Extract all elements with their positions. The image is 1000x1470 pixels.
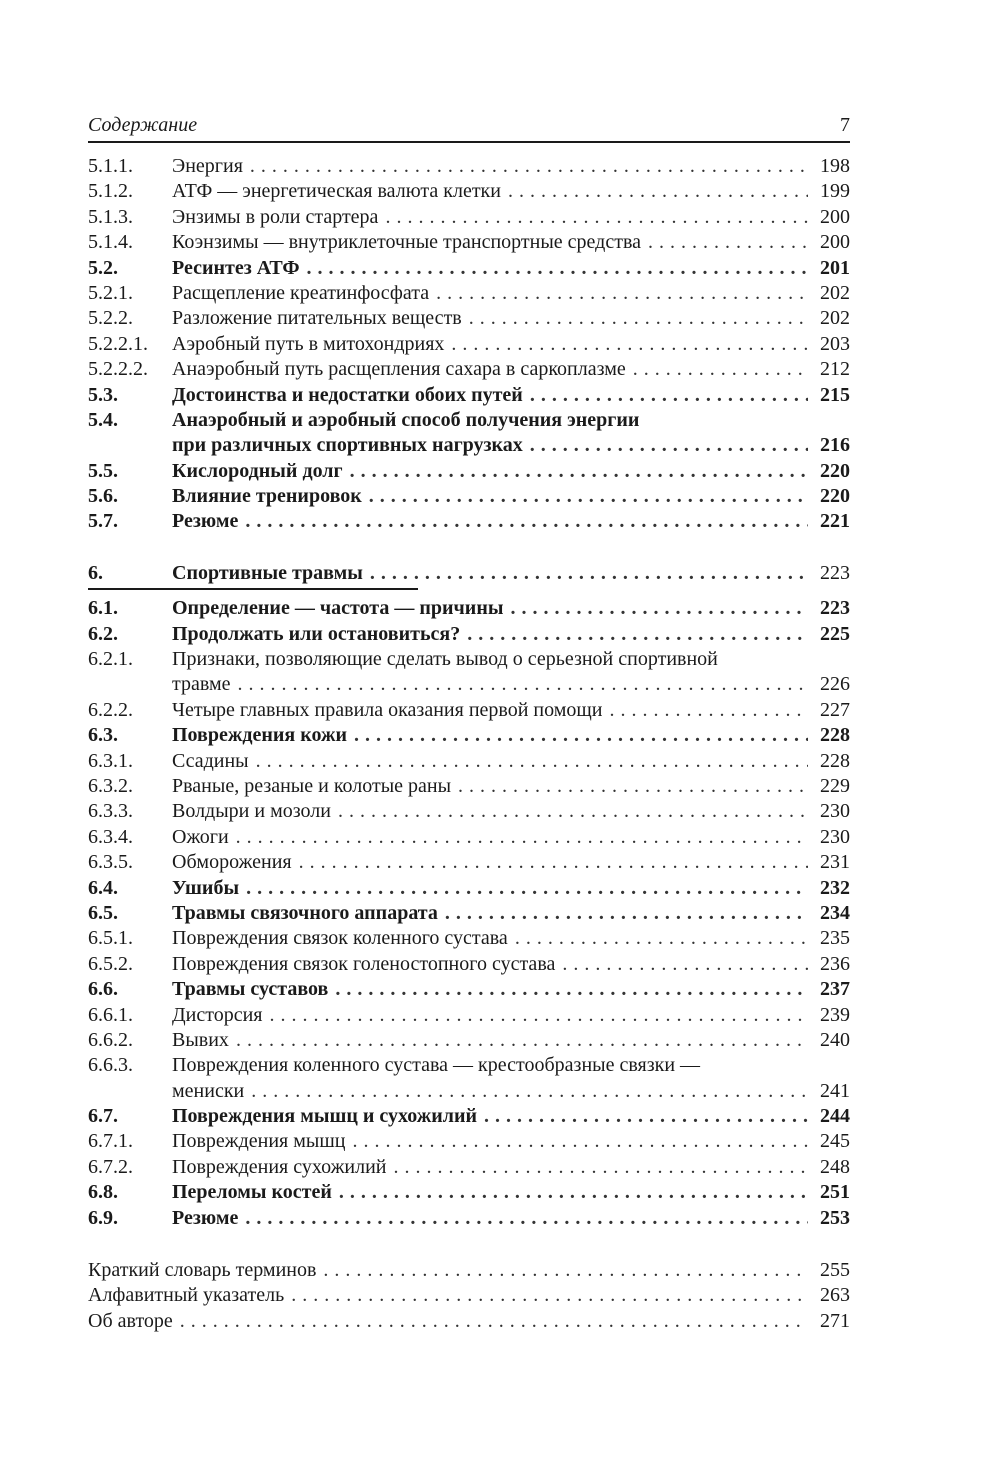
toc-entry xyxy=(88,596,850,621)
dot-leader xyxy=(385,205,808,230)
toc-entry-page: 240 xyxy=(820,1028,850,1051)
toc-entry-title: Дисторсия xyxy=(172,1003,263,1026)
dot-leader xyxy=(436,281,808,306)
toc-entry-title: Травмы суставов xyxy=(172,978,329,1001)
toc-entry-title: мениски xyxy=(172,1079,245,1102)
toc-entry-page: 235 xyxy=(820,927,850,950)
toc-entry-number: 5.4. xyxy=(88,408,118,431)
toc-entry xyxy=(88,749,850,774)
toc-entry-number: 5.7. xyxy=(88,510,118,533)
toc-entry xyxy=(88,876,850,901)
toc-entry-number: 6.2.2. xyxy=(88,698,133,721)
toc-entry-title: Повреждения кожи xyxy=(172,724,348,747)
toc-entry xyxy=(88,901,850,926)
toc-entry-number: 6.3.1. xyxy=(88,749,133,772)
dot-leader xyxy=(236,1028,808,1053)
dot-leader xyxy=(458,774,808,799)
toc-entry-page: 220 xyxy=(820,459,850,482)
toc-entry-number: 5.1.3. xyxy=(88,205,133,228)
chapter-heading-6 xyxy=(88,561,850,586)
toc-entry-page: 234 xyxy=(820,901,850,924)
toc-entry-title: Волдыри и мозоли xyxy=(172,800,331,823)
toc-entry-page: 228 xyxy=(820,724,850,747)
toc-entry-page: 241 xyxy=(820,1079,850,1102)
toc-entry-number: 6.6.1. xyxy=(88,1003,133,1026)
chapter-title: Спортивные травмы xyxy=(172,561,363,584)
toc-entry-title: травме xyxy=(172,673,231,696)
toc-entry-number: 6.6.2. xyxy=(88,1028,133,1051)
toc-entry-page: 200 xyxy=(820,231,850,254)
toc-entry-page: 230 xyxy=(820,825,850,848)
dot-leader xyxy=(352,1129,808,1154)
toc-entry xyxy=(88,825,850,850)
toc-entry xyxy=(88,484,850,509)
dot-leader xyxy=(370,561,808,586)
toc-entry-title: Ресинтез АТФ xyxy=(172,256,300,279)
toc-entry-page: 223 xyxy=(820,597,850,620)
dot-leader xyxy=(339,1180,808,1205)
toc-entry-title: Ушибы xyxy=(172,876,240,899)
toc-entry xyxy=(88,1309,850,1334)
dot-leader xyxy=(562,952,808,977)
page-number: 7 xyxy=(840,114,850,136)
toc-entry xyxy=(88,256,850,281)
running-header xyxy=(88,112,850,143)
toc-entry-number: 5.2.2. xyxy=(88,307,133,330)
toc-entry xyxy=(88,1180,850,1205)
toc-entry xyxy=(88,205,850,230)
toc-entry xyxy=(88,850,850,875)
toc-entry-page: 200 xyxy=(820,205,850,228)
toc-entry xyxy=(88,1003,850,1028)
toc-section-5 xyxy=(88,154,850,535)
toc-entry xyxy=(88,647,850,698)
dot-leader xyxy=(633,357,808,382)
toc-entry-title: АТФ — энергетическая валюта клетки xyxy=(172,180,501,203)
toc-entry-page: 253 xyxy=(820,1206,850,1229)
toc-entry-title: Анаэробный путь расщепления сахара в саркоплазме xyxy=(172,358,626,381)
dot-leader xyxy=(530,433,808,458)
toc-entry xyxy=(88,154,850,179)
toc-entry-page: 216 xyxy=(820,434,850,457)
toc-entry xyxy=(88,179,850,204)
toc-entry-title: Повреждения связок голеностопного сустава xyxy=(172,952,556,975)
toc-entry-title: Ссадины xyxy=(172,749,249,772)
toc-entry xyxy=(88,357,850,382)
toc-entry-title: Коэнзимы — внутриклеточные транспортные средства xyxy=(172,231,641,254)
toc-entry-number: 5.5. xyxy=(88,459,118,482)
dot-leader xyxy=(256,749,808,774)
toc-entry-page: 230 xyxy=(820,800,850,823)
dot-leader xyxy=(236,825,808,850)
dot-leader xyxy=(251,1079,808,1104)
toc-entry xyxy=(88,383,850,408)
toc-entry-number: 6.3. xyxy=(88,724,118,747)
toc-entry xyxy=(88,230,850,255)
toc-entry-title: Кислородный долг xyxy=(172,459,343,482)
toc-entry-number: 5.2.1. xyxy=(88,281,133,304)
toc-entry-page: 239 xyxy=(820,1003,850,1026)
dot-leader xyxy=(369,484,808,509)
dot-leader xyxy=(245,1206,808,1231)
toc-entry xyxy=(88,799,850,824)
toc-entry-page: 251 xyxy=(820,1181,850,1204)
dot-leader xyxy=(299,850,808,875)
toc-entry-title: Энергия xyxy=(172,155,243,177)
toc-entry-title: Ожоги xyxy=(172,825,229,848)
toc-entry-title: Переломы костей xyxy=(172,1181,332,1204)
toc-entry-number: 6.3.3. xyxy=(88,800,133,823)
toc-entry-page: 203 xyxy=(820,332,850,355)
toc-entry xyxy=(88,698,850,723)
toc-entry-title: Резюме xyxy=(172,1206,239,1229)
toc-entry-title: Повреждения мышц xyxy=(172,1130,346,1153)
toc-entry-page: 225 xyxy=(820,622,850,645)
toc-entry-number: 6.9. xyxy=(88,1206,118,1229)
toc-entry-number: 6.2.1. xyxy=(88,648,133,671)
toc-entry-title: Признаки, позволяющие сделать вывод о серьезной спортивной xyxy=(172,648,718,671)
toc-entry xyxy=(88,1104,850,1129)
toc-entry xyxy=(88,332,850,357)
toc-entry xyxy=(88,1155,850,1180)
dot-leader xyxy=(451,332,808,357)
running-header-title: Содержание xyxy=(88,114,198,136)
toc-entry-title: Продолжать или остановиться? xyxy=(172,622,461,645)
toc-entry xyxy=(88,1028,850,1053)
dot-leader xyxy=(354,723,808,748)
chapter-page: 223 xyxy=(820,561,850,584)
toc-entry-number: 6.5.2. xyxy=(88,952,133,975)
toc-entry-number: 5.2. xyxy=(88,256,118,279)
toc-entry xyxy=(88,977,850,1002)
dot-leader xyxy=(323,1258,808,1283)
dot-leader xyxy=(307,256,809,281)
dot-leader xyxy=(250,154,808,179)
toc-entry-title: Достоинства и недостатки обоих путей xyxy=(172,383,523,406)
toc-entry xyxy=(88,926,850,951)
toc-entry-title: Четыре главных правила оказания первой помощи xyxy=(172,698,603,721)
toc-entry-number: 6.4. xyxy=(88,876,118,899)
toc-entry-number: 6.5. xyxy=(88,901,118,924)
toc-entry-number: 6.6.3. xyxy=(88,1054,133,1077)
toc-entry-number: 6.3.5. xyxy=(88,851,133,874)
toc-appendix xyxy=(88,1258,850,1334)
toc-entry-title: Травмы связочного аппарата xyxy=(172,901,438,924)
toc-entry-page: 236 xyxy=(820,952,850,975)
toc-entry-page: 226 xyxy=(820,673,850,696)
toc-entry-number: 6.2. xyxy=(88,622,118,645)
toc-entry-number: 6.7. xyxy=(88,1105,118,1128)
toc-entry-page: 221 xyxy=(820,510,850,533)
toc-entry-page: 232 xyxy=(820,876,850,899)
toc-entry-title: Рваные, резаные и колотые раны xyxy=(172,774,452,797)
toc-entry xyxy=(88,281,850,306)
dot-leader xyxy=(648,230,808,255)
toc-entry-title: Повреждения сухожилий xyxy=(172,1155,387,1178)
chapter-number: 6. xyxy=(88,561,103,584)
toc-entry xyxy=(88,1206,850,1231)
toc-entry-title: Повреждения связок коленного сустава xyxy=(172,927,508,950)
toc-entry-title: Аэробный путь в митохондриях xyxy=(172,332,445,355)
toc-entry-number: 6.6. xyxy=(88,978,118,1001)
dot-leader xyxy=(394,1155,808,1180)
dot-leader xyxy=(245,509,808,534)
dot-leader xyxy=(515,926,808,951)
dot-leader xyxy=(484,1104,808,1129)
toc-entry-page: 231 xyxy=(820,851,850,874)
dot-leader xyxy=(335,977,808,1002)
toc-entry-page: 199 xyxy=(820,180,850,203)
dot-leader xyxy=(469,306,808,331)
toc-entry-title: Обморожения xyxy=(172,851,292,874)
dot-leader xyxy=(510,596,808,621)
toc-entry xyxy=(88,1053,850,1104)
toc-entry xyxy=(88,774,850,799)
toc-entry-number: 6.3.4. xyxy=(88,825,133,848)
dot-leader xyxy=(238,672,809,697)
toc-entry xyxy=(88,306,850,331)
toc-entry-title: Анаэробный и аэробный способ получения энергии xyxy=(172,408,640,431)
toc-entry-number: 5.6. xyxy=(88,485,118,508)
toc-entry-title: Энзимы в роли стартера xyxy=(172,205,379,228)
toc-entry xyxy=(88,622,850,647)
toc-entry-number: 6.5.1. xyxy=(88,927,133,950)
toc-entry-number: 5.2.2.1. xyxy=(88,332,148,355)
toc-entry xyxy=(88,1258,850,1283)
dot-leader xyxy=(350,459,808,484)
toc-entry xyxy=(88,459,850,484)
toc-entry-page: 229 xyxy=(820,774,850,797)
toc-entry xyxy=(88,723,850,748)
toc-entry-title: Краткий словарь терминов xyxy=(88,1259,317,1282)
toc-entry-number: 6.1. xyxy=(88,597,118,620)
toc-entry-page: 202 xyxy=(820,307,850,330)
toc-entry-page: 212 xyxy=(820,358,850,381)
toc-entry-title: Влияние тренировок xyxy=(172,485,362,508)
toc-entry xyxy=(88,408,850,459)
toc-entry-title: Алфавитный указатель xyxy=(88,1284,285,1307)
dot-leader xyxy=(610,698,809,723)
toc-entry xyxy=(88,1283,850,1308)
dot-leader xyxy=(246,876,808,901)
toc-entry-title: Расщепление креатинфосфата xyxy=(172,281,430,304)
dot-leader xyxy=(338,799,808,824)
toc-entry-title: Резюме xyxy=(172,510,239,533)
toc-entry-page: 220 xyxy=(820,485,850,508)
dot-leader xyxy=(508,179,808,204)
toc-section-6 xyxy=(88,596,850,1231)
toc-entry-title: Определение — частота — причины xyxy=(172,597,504,620)
dot-leader xyxy=(530,383,808,408)
toc-entry-page: 255 xyxy=(820,1259,850,1282)
toc-entry xyxy=(88,952,850,977)
dot-leader xyxy=(467,622,808,647)
toc-entry-title: Об авторе xyxy=(88,1309,173,1332)
toc-entry-number: 5.1.1. xyxy=(88,155,133,177)
toc-entry-page: 228 xyxy=(820,749,850,772)
toc-entry-number: 6.7.1. xyxy=(88,1130,133,1153)
toc-entry-page: 198 xyxy=(820,155,850,177)
dot-leader xyxy=(180,1309,808,1334)
toc-entry-page: 201 xyxy=(820,256,850,279)
toc-entry-page: 227 xyxy=(820,698,850,721)
dot-leader xyxy=(269,1003,808,1028)
toc-entry-title: Разложение питательных веществ xyxy=(172,307,462,330)
toc-entry xyxy=(88,509,850,534)
toc-entry-number: 6.8. xyxy=(88,1181,118,1204)
toc-entry-title: Повреждения мышц и сухожилий xyxy=(172,1105,478,1128)
toc-entry-title: при различных спортивных нагрузках xyxy=(172,434,523,457)
toc-entry-title: Вывих xyxy=(172,1028,229,1051)
toc-entry-page: 215 xyxy=(820,383,850,406)
dot-leader xyxy=(445,901,808,926)
toc-entry-number: 5.1.2. xyxy=(88,180,133,203)
toc-entry-title: Повреждения коленного сустава — крестообразные связки — xyxy=(172,1054,701,1077)
toc-entry-page: 237 xyxy=(820,978,850,1001)
toc-entry xyxy=(88,1129,850,1154)
toc-page xyxy=(88,112,850,1334)
toc-entry-number: 5.3. xyxy=(88,383,118,406)
toc-entry-page: 263 xyxy=(820,1284,850,1307)
dot-leader xyxy=(291,1283,808,1308)
toc-entry-number: 6.7.2. xyxy=(88,1155,133,1178)
toc-entry-number: 6.3.2. xyxy=(88,774,133,797)
toc-entry-page: 244 xyxy=(820,1105,850,1128)
toc-entry-page: 271 xyxy=(820,1309,850,1332)
toc-entry-number: 5.2.2.2. xyxy=(88,358,148,381)
toc-entry-number: 5.1.4. xyxy=(88,231,133,254)
chapter-rule xyxy=(88,588,418,590)
toc-entry-page: 248 xyxy=(820,1155,850,1178)
toc-entry-page: 202 xyxy=(820,281,850,304)
toc-entry-page: 245 xyxy=(820,1130,850,1153)
